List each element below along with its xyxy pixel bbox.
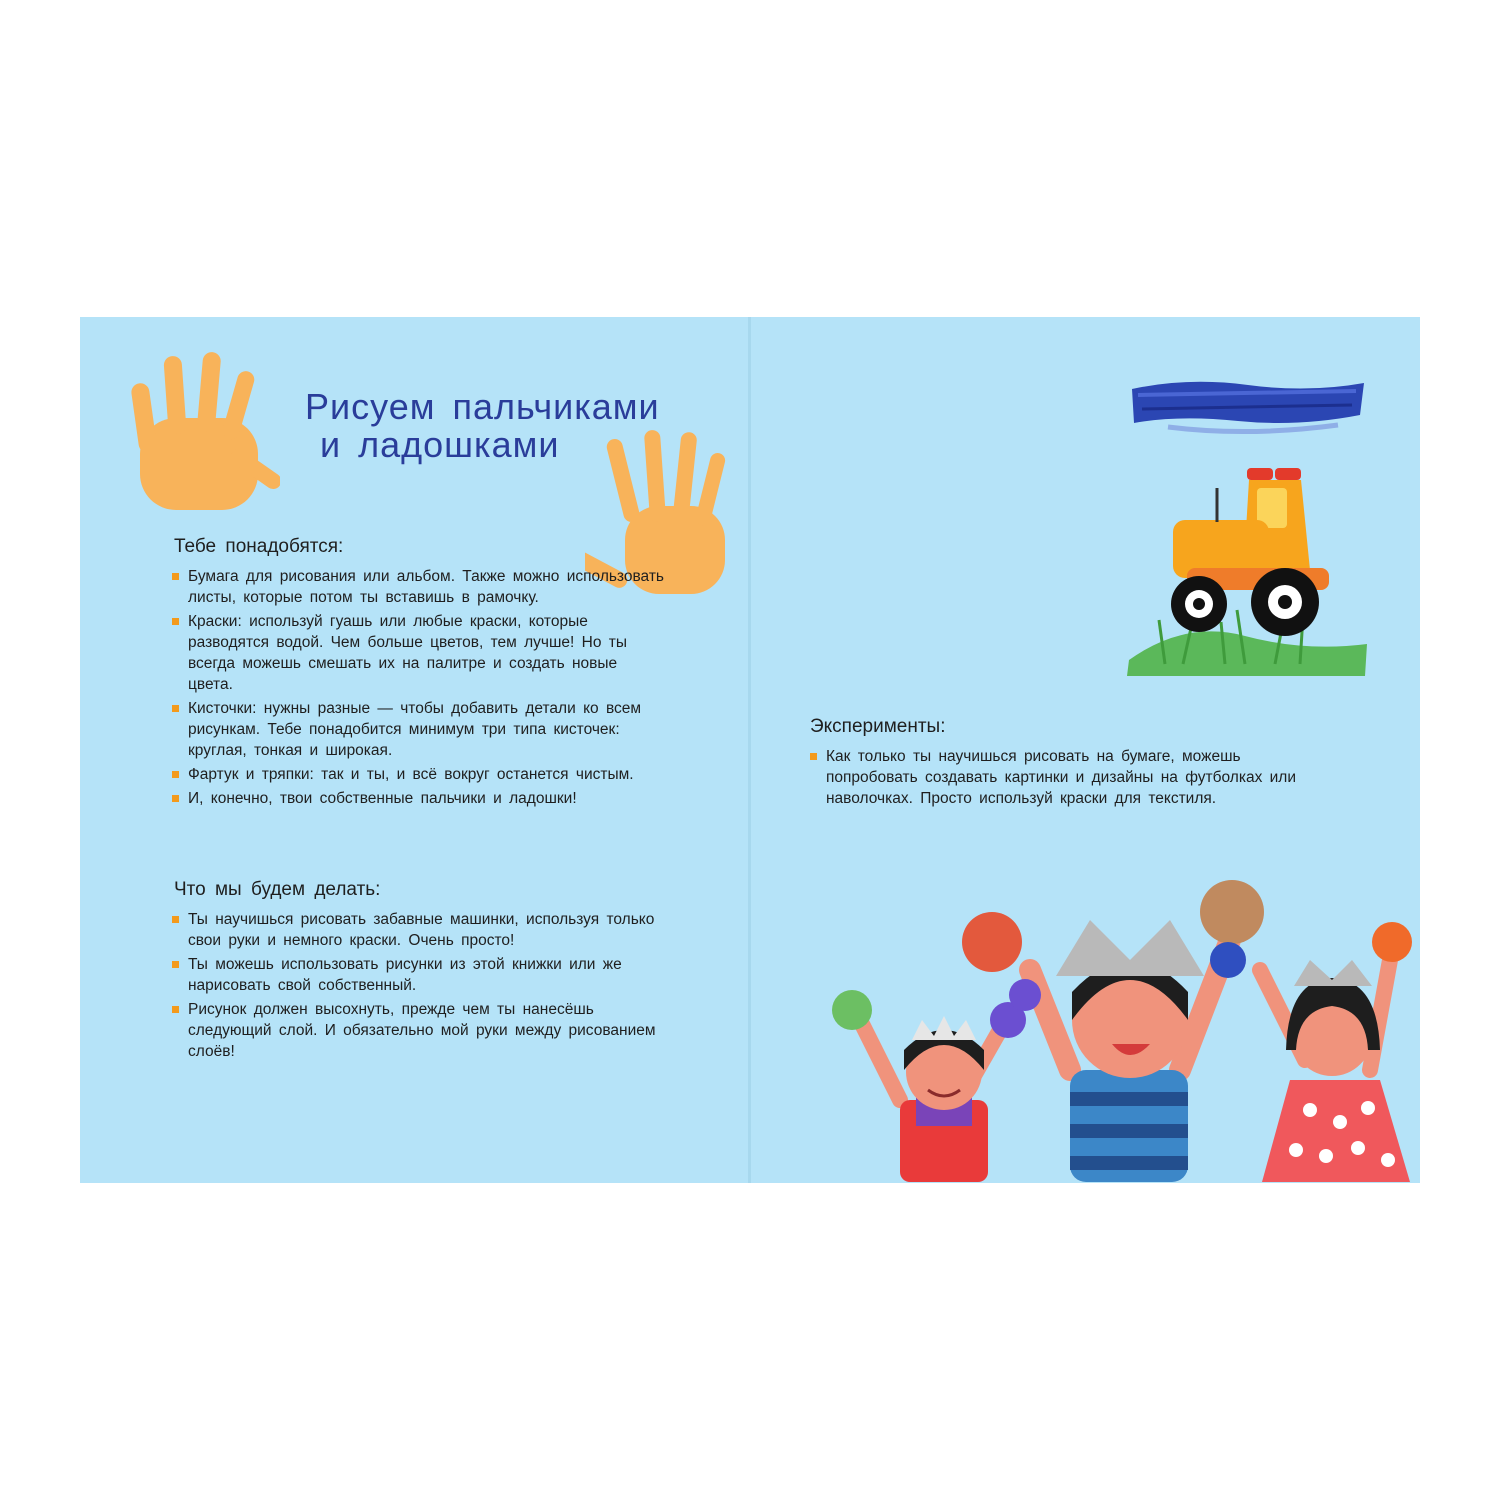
needs-item-text: И, конечно, твои собственные пальчики и ладошки! [188, 790, 577, 807]
needs-list [172, 566, 667, 812]
experiments-list [810, 746, 1310, 812]
needs-item-text: Краски: используй гуашь или любые краски, которые разводятся водой. Чем больше цветов, тем лучше! Но ты всегда можешь смешать их на палитре и создать новые цвета. [188, 613, 627, 693]
list-item [172, 999, 667, 1062]
experiments-item-text: Как только ты научишься рисовать на бумаге, можешь попробовать создавать картинки и дизайны на футболках или наволочках. Просто используй краски для текстиля. [826, 748, 1297, 807]
bullet-marker [172, 961, 179, 968]
page-gutter [748, 317, 751, 1183]
needs-item-text: Кисточки: нужны разные — чтобы добавить детали ко всем рисункам. Тебе понадобится минимум три типа кисточек: круглая, тонкая и широкая. [188, 700, 642, 759]
blue-sky-brushstroke-illustration [1128, 375, 1368, 445]
bullet-marker [172, 795, 179, 802]
list-item [172, 954, 667, 996]
bullet-marker [172, 618, 179, 625]
bullet-marker [172, 705, 179, 712]
list-item [810, 746, 1310, 809]
needs-item-text: Фартук и тряпки: так и ты, и всё вокруг останется чистым. [188, 766, 634, 783]
plan-item-text: Рисунок должен высохнуть, прежде чем ты нанесёшь следующий слой. И обязательно мой руки между рисованием слоёв! [188, 1001, 656, 1060]
bullet-marker [172, 573, 179, 580]
page-title-line-2: и ладошками [320, 424, 560, 465]
experiments-heading: Эксперименты: [810, 716, 946, 737]
list-item [172, 909, 667, 951]
list-item [172, 698, 667, 761]
plan-heading: Что мы будем делать: [174, 879, 381, 900]
handprint-left-illustration [120, 348, 280, 518]
list-item [172, 566, 667, 608]
page-title-line-1: Рисуем пальчиками [305, 386, 660, 427]
bullet-marker [172, 1006, 179, 1013]
bullet-marker [172, 916, 179, 923]
list-item [172, 611, 667, 695]
list-item [172, 764, 667, 785]
plan-list [172, 909, 667, 1065]
plan-item-text: Ты научишься рисовать забавные машинки, используя только свои руки и немного краски. Очень просто! [188, 911, 655, 949]
needs-item-text: Бумага для рисования или альбом. Также можно использовать листы, которые потом ты вставишь в рамочку. [188, 568, 665, 606]
children-painted-hands-illustration [820, 860, 1420, 1182]
bullet-marker [172, 771, 179, 778]
plan-item-text: Ты можешь использовать рисунки из этой книжки или же нарисовать свой собственный. [188, 956, 622, 994]
list-item [172, 788, 667, 809]
bullet-marker [810, 753, 817, 760]
needs-heading: Тебе понадобятся: [174, 536, 344, 557]
handprint-tractor-illustration [1125, 460, 1370, 680]
